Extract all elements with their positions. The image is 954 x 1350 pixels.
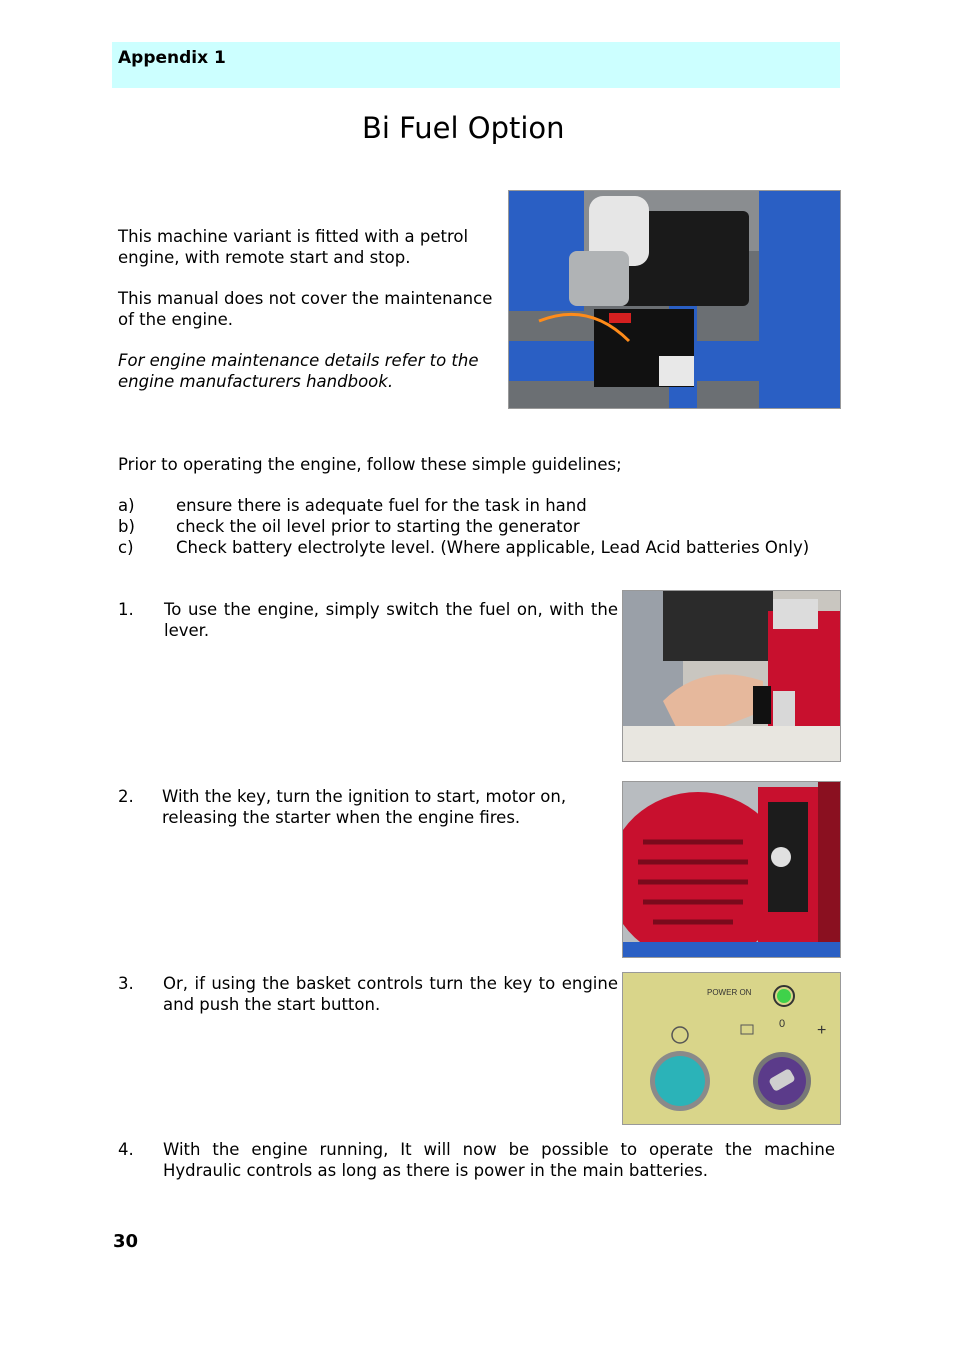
step-number: 2.	[118, 787, 134, 806]
guideline-marker: c)	[118, 538, 134, 557]
guideline-marker: b)	[118, 517, 135, 536]
step-text: To use the engine, simply switch the fuel on, with the lever.	[164, 600, 618, 640]
guideline-item: check the oil level prior to starting the generator	[176, 517, 580, 536]
step-number: 1.	[118, 600, 134, 619]
step-text: With the key, turn the ignition to start, motor on, releasing the starter when the engine fires.	[162, 787, 567, 827]
page-title: Bi Fuel Option	[362, 111, 565, 145]
key-plus-label: +	[817, 1022, 827, 1039]
page-number: 30	[113, 1231, 139, 1252]
guideline-marker: a)	[118, 496, 135, 515]
step-text: With the engine running, It will now be possible to operate the machine Hydraulic controls as long as there is power in the main batteries.	[163, 1140, 835, 1180]
step-text: Or, if using the basket controls turn the key to engine and push the start button.	[163, 974, 618, 1014]
guidelines-lead: Prior to operating the engine, follow these simple guidelines;	[118, 455, 622, 474]
intro-paragraph-3: For engine maintenance details refer to the engine manufacturers handbook.	[118, 351, 479, 391]
power-on-label: POWER ON	[707, 988, 752, 997]
fuel-lever-photo	[622, 590, 841, 762]
key-zero-label: 0	[779, 1018, 786, 1030]
intro-paragraph-1: This machine variant is fitted with a petrol engine, with remote start and stop.	[118, 227, 469, 267]
engine-photo	[508, 190, 841, 409]
appendix-label: Appendix 1	[118, 48, 226, 68]
guideline-item: ensure there is adequate fuel for the task in hand	[176, 496, 587, 515]
step-number: 3.	[118, 974, 134, 993]
basket-controls-photo	[622, 972, 841, 1125]
guideline-item: Check battery electrolyte level. (Where applicable, Lead Acid batteries Only)	[176, 538, 810, 557]
step-number: 4.	[118, 1140, 134, 1159]
ignition-key-photo	[622, 781, 841, 958]
intro-paragraph-2: This manual does not cover the maintenance of the engine.	[118, 289, 493, 329]
